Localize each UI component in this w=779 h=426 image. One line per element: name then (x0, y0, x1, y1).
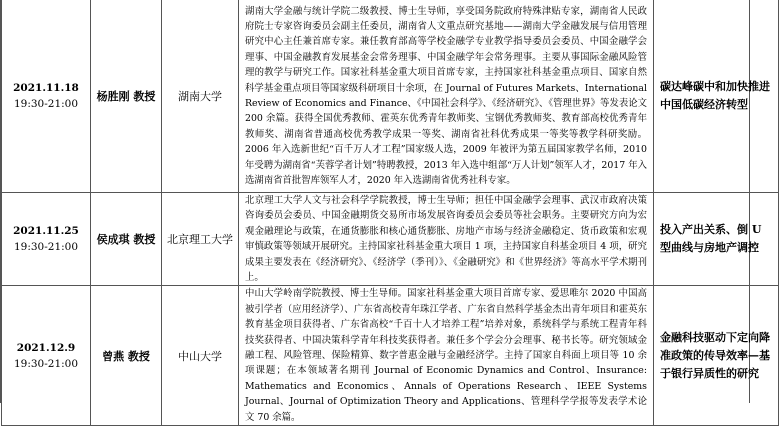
speaker-cell: 曾燕 教授 (91, 286, 162, 426)
date-text: 2021.11.25 (13, 225, 79, 238)
table-row (2, 193, 779, 286)
date-text: 2021.12.9 (16, 341, 76, 354)
bio-text: 湖南大学金融与统计学院二级教授、博士生导师，享受国务院政府特殊津贴专家，湖南省人民政府院士专家咨询委员会副主任委员，湖南省人文重点研究基地——湖南大学金融发展与信用管理研究中心主任兼首席专家。兼任教育部高等学校金融学专业教学指导委员会委员、中国金融学会理事、中国金融教育发展基金会常务理事、中国金融学年会常务理事。主要从事国际金融风险管理的教学与研究工作。国家社科基金重大项目首席专家，主持国家社科基金重点项目、国家自然科学基金重点项目等国家级科研项目十余项，在 Journal of Futures Markets、International Review of Economics and Finance、《中国社会科学》、《经济研究》、《管理世界》等发表论文 200 余篇。获得全国优秀教师、霍英东优秀青年教师奖、宝钢优秀教师奖、教育部高校优秀青年教师奖、湖南省普通高校优秀教学成果一等奖、湖南省社科优秀成果一等奖等教学科研奖励。2006 年入选新世纪“百千万人才工程”国家级人选，2009 年被评为第五届国家教学名师，2010 年受聘为湖南省“芙蓉学者计划”特聘教授，2013 年入选中组部“万人计划”领军人才，2017 年入选湖南省首批智库领军人才，2020 年入选湖南省优秀社科专家。 (245, 5, 647, 187)
bio-text: 北京理工大学人文与社会科学学院教授，博士生导师；担任中国金融学会理事、武汉市政府决策咨询委员会委员、中国金融期货交易所市场发展咨询委员会委员等社会职务。主要研究方向为宏观金融理论与政策，在通货膨胀和核心通货膨胀、房地产市场与经济金融稳定、货币政策和宏观审慎政策等领域开展研究。主持国家社科基金重大项目 1 项，主持国家自科基金项目 4 项，研究成果主要发表在《经济研究》、《经济学（季刊）》、《金融研究》和《世界经济》等高水平学术期刊上。 (245, 195, 647, 284)
institution-cell: 中山大学 (162, 286, 239, 426)
date-text: 2021.11.18 (13, 82, 79, 94)
bio-cell (239, 0, 654, 193)
topic-cell: 投入产出关系、倒 U 型曲线与房地产调控 (654, 193, 779, 286)
table-row (2, 0, 779, 193)
bio-text: 中山大学岭南学院教授、博士生导师。国家社科基金重大项目首席专家、爱思唯尔 2020 中国高被引学者（应用经济学）、广东省高校青年珠江学者、广东省自然科学基金杰出青年项目和霍英东教育基金项目获得者、广东省高校“千百十人才培养工程”培养对象，系统科学与系统工程青年科技奖获得者、中国决策科学青年科技奖获得者。兼任多个学会分会理事、秘书长等。研究领域金融工程、风险管理、保险精算、数字普惠金融与金融经济学。主持了国家自科面上项目等 10 余项课题；在本领域著名期刊 Journal of Economic Dynamics and Control、Insurance: Mathematics and Economics、Annals of Operations Research、IEEE Systems Journal、Journal of Optimization Theory and Applications、管理科学学报等发表学术论文 70 余篇。 (245, 288, 647, 423)
date-cell (2, 286, 91, 426)
topic-cell: 金融科技驱动下定向降准政策的传导效率—基于银行异质性的研究 (654, 286, 779, 426)
speaker-cell: 杨胜刚 教授 (91, 0, 162, 193)
bio-cell (239, 193, 654, 286)
time-text: 19:30-21:00 (13, 241, 79, 254)
lecture-schedule-table (1, 0, 779, 426)
date-cell (2, 193, 91, 286)
bio-cell (239, 286, 654, 426)
time-text: 19:30-21:00 (13, 98, 79, 110)
institution-cell: 湖南大学 (162, 0, 239, 193)
table-row (2, 286, 779, 426)
time-text: 19:30-21:00 (13, 357, 79, 370)
topic-cell: 碳达峰碳中和加快推进中国低碳经济转型 (654, 0, 779, 193)
date-cell (2, 0, 91, 193)
institution-cell: 北京理工大学 (162, 193, 239, 286)
speaker-cell: 侯成琪 教授 (91, 193, 162, 286)
